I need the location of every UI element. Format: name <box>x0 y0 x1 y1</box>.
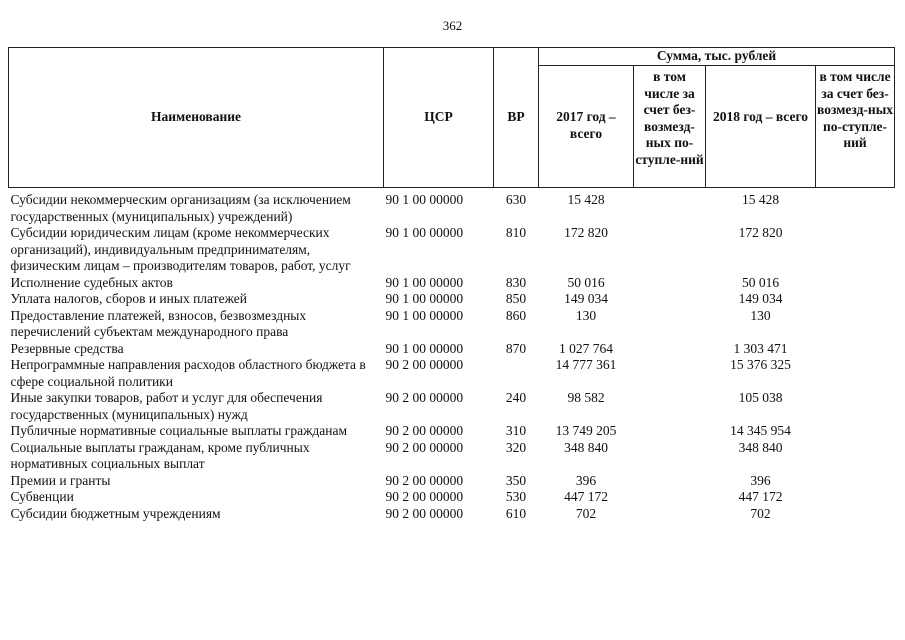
cell-2018-gratuitous <box>816 291 895 308</box>
cell-name: Исполнение судебных актов <box>10 274 173 290</box>
table-row <box>9 440 895 473</box>
cell-csr: 90 1 00 00000 <box>385 291 464 306</box>
cell-name: Непрограммные направления расходов областного бюджета в сфере социальной политики <box>10 357 366 389</box>
cell-name: Иные закупки товаров, работ и услуг для обеспечения государственных (муниципальных) нужд <box>10 390 323 422</box>
cell-csr: 90 2 00 00000 <box>385 390 464 405</box>
cell-name: Резервные средства <box>10 340 124 356</box>
cell-vr: 350 <box>505 472 527 488</box>
cell-2017-gratuitous <box>634 390 706 423</box>
header-2018-total: 2018 год – всего <box>706 66 816 188</box>
cell-vr: 310 <box>505 423 527 438</box>
table-row <box>9 341 895 358</box>
table-row <box>9 275 895 292</box>
cell-2018-gratuitous <box>816 357 895 390</box>
cell-2017-total: 98 582 <box>567 390 605 405</box>
cell-2017-total: 14 777 361 <box>555 357 617 372</box>
cell-2018-total: 50 016 <box>741 274 780 290</box>
cell-2017-gratuitous <box>634 188 706 226</box>
cell-2018-gratuitous <box>816 308 895 341</box>
cell-2018-gratuitous <box>816 473 895 490</box>
cell-2018-total: 149 034 <box>738 291 783 306</box>
table-row <box>9 188 895 226</box>
header-vr: ВР <box>494 48 539 188</box>
cell-csr: 90 2 00 00000 <box>385 423 464 438</box>
cell-name: Субвенции <box>10 489 74 504</box>
cell-2018-total: 447 172 <box>738 489 783 504</box>
cell-2017-total: 15 428 <box>567 192 605 207</box>
table-header <box>9 48 895 188</box>
budget-table <box>8 47 895 522</box>
cell-csr: 90 1 00 00000 <box>385 192 464 207</box>
cell-2018-total: 172 820 <box>738 225 783 240</box>
cell-2018-gratuitous <box>816 390 895 423</box>
header-2018-gratuitous: в том числе за счет без-возмезд-ных по-ступле-ний <box>816 66 895 188</box>
cell-2017-total: 13 749 205 <box>555 423 617 438</box>
table-row <box>9 308 895 341</box>
page-number: 362 <box>442 18 463 33</box>
cell-2018-total: 130 <box>750 307 771 323</box>
table-row <box>9 506 895 523</box>
cell-2017-gratuitous <box>634 506 706 523</box>
table-row <box>9 390 895 423</box>
table-row <box>9 291 895 308</box>
cell-2017-total: 1 027 764 <box>559 340 613 356</box>
cell-2017-total: 702 <box>575 505 597 521</box>
cell-csr: 90 1 00 00000 <box>385 274 464 290</box>
cell-2018-gratuitous <box>816 225 895 275</box>
cell-vr <box>494 357 539 390</box>
cell-2018-total: 14 345 954 <box>730 423 791 438</box>
cell-2018-gratuitous <box>816 506 895 523</box>
cell-vr: 870 <box>505 340 527 356</box>
cell-vr: 240 <box>505 390 527 405</box>
cell-vr: 630 <box>505 192 527 207</box>
cell-name: Уплата налогов, сборов и иных платежей <box>10 291 247 306</box>
cell-2018-gratuitous <box>816 489 895 506</box>
header-name: Наименование <box>9 48 384 188</box>
cell-2018-gratuitous <box>816 275 895 292</box>
cell-vr: 860 <box>505 307 527 323</box>
table-row <box>9 423 895 440</box>
cell-csr: 90 1 00 00000 <box>385 225 464 240</box>
cell-2018-total: 348 840 <box>738 439 783 455</box>
cell-csr: 90 2 00 00000 <box>385 505 464 521</box>
cell-2017-gratuitous <box>634 357 706 390</box>
cell-2017-total: 130 <box>575 307 597 323</box>
cell-csr: 90 1 00 00000 <box>385 307 464 323</box>
cell-vr: 610 <box>505 505 527 521</box>
cell-2017-gratuitous <box>634 473 706 490</box>
cell-vr: 850 <box>505 291 527 306</box>
table-row <box>9 225 895 275</box>
cell-2017-gratuitous <box>634 225 706 275</box>
cell-2018-total: 1 303 471 <box>733 340 788 356</box>
cell-2017-gratuitous <box>634 275 706 292</box>
cell-2017-gratuitous <box>634 341 706 358</box>
cell-2017-total: 447 172 <box>564 489 608 504</box>
cell-2018-total: 702 <box>750 505 771 521</box>
cell-name: Публичные нормативные социальные выплаты гражданам <box>10 423 348 438</box>
cell-2017-gratuitous <box>634 423 706 440</box>
cell-name: Субсидии некоммерческим организациям (за исключением государственных (муниципальных) учреждений) <box>10 192 351 224</box>
cell-2018-gratuitous <box>816 423 895 440</box>
cell-csr: 90 2 00 00000 <box>385 357 464 372</box>
cell-2017-gratuitous <box>634 489 706 506</box>
header-sum-group: Сумма, тыс. рублей <box>539 48 895 66</box>
header-2017-total: 2017 год – всего <box>539 66 634 188</box>
cell-2017-gratuitous <box>634 440 706 473</box>
cell-vr: 830 <box>505 274 527 290</box>
cell-2017-total: 396 <box>575 472 597 488</box>
cell-2018-total: 15 376 325 <box>730 357 791 372</box>
cell-2017-total: 149 034 <box>564 291 608 306</box>
cell-2017-total: 50 016 <box>567 274 605 290</box>
cell-2018-total: 15 428 <box>741 192 780 207</box>
cell-2018-gratuitous <box>816 440 895 473</box>
cell-vr: 810 <box>505 225 527 240</box>
cell-name: Социальные выплаты гражданам, кроме публичных нормативных социальных выплат <box>10 439 310 471</box>
table-row <box>9 489 895 506</box>
cell-2018-total: 396 <box>750 472 771 488</box>
cell-2017-total: 172 820 <box>564 225 608 240</box>
header-2017-gratuitous: в том числе за счет без-возмезд-ных по-ступле-ний <box>634 66 706 188</box>
cell-name: Предоставление платежей, взносов, безвозмездных перечислений субъектам международного права <box>10 307 307 339</box>
cell-csr: 90 1 00 00000 <box>385 340 464 356</box>
cell-2018-gratuitous <box>816 188 895 226</box>
cell-name: Субсидии бюджетным учреждениям <box>10 505 221 521</box>
cell-2018-gratuitous <box>816 341 895 358</box>
table-row <box>9 473 895 490</box>
cell-csr: 90 2 00 00000 <box>385 439 464 455</box>
cell-vr: 530 <box>505 489 527 504</box>
table-row <box>9 357 895 390</box>
cell-2017-total: 348 840 <box>564 439 608 455</box>
cell-2017-gratuitous <box>634 308 706 341</box>
table-body <box>9 188 895 523</box>
header-csr: ЦСР <box>384 48 494 188</box>
cell-2017-gratuitous <box>634 291 706 308</box>
cell-csr: 90 2 00 00000 <box>385 489 464 504</box>
cell-name: Субсидии юридическим лицам (кроме некоммерческих организаций), индивидуальным предпринимателям, физическим лицам – производителям товаров, работ, услуг <box>10 225 351 273</box>
cell-2018-total: 105 038 <box>738 390 783 405</box>
cell-name: Премии и гранты <box>10 472 111 488</box>
cell-csr: 90 2 00 00000 <box>385 472 464 488</box>
cell-vr: 320 <box>505 439 527 455</box>
